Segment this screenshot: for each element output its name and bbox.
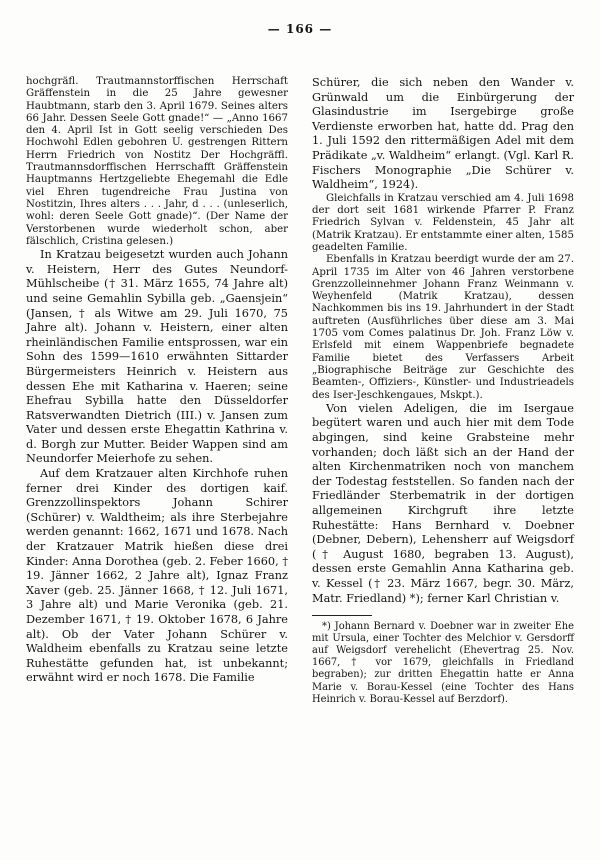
heistern-paragraph: In Kratzau beigesetzt wurden auch Johann v. Heistern, Herr des Gutes Neundorf-Mühlscheibe († 31. März 1655, 74 Jahre alt) und seine Gemahlin Sybilla geb. „Gaensjein“ (Jansen, † als Witwe am 29. Juli 1670, 75 Jahre alt). Johann v. Heistern, einer alten rheinländischen Familie entsprossen, war ein Sohn des 1599—1610 erwähnten Sittarder Bürgermeisters Heinrich v. Heistern aus dessen Ehe mit Katharina v. Haeren; seine Ehefrau Sybilla hatte den Düsseldorfer Ratsverwandten Dietrich (III.) v. Jansen zum Vater und dessen erste Ehegattin Kathrina v. d. Borgh zur Mutter. Beider Wappen sind am Neundorfer Meierhofe zu sehen. bbox=[26, 248, 288, 466]
tombstone-inscription-quote: hochgräfl. Trautmannstorffischen Herrschaft Gräffenstein in die 25 Jahre gewesner Haubtmann, starb den 3. April 1679. Seines alters 66 Jahr. Dessen Seele Gott gnade!“ — „Anno 1667 den 4. April Ist in Gott seelig verschieden Des Hochwohl Edlen gebohren U. gestrengen Rittern Herrn Friedrich von Nostitz Der Hochgräffl. Trautmannsdorffischen Herrschafft Gräffenstein Hauptmanns Hertzgeliebte Ehegemahl die Edle viel Ehren tugendreiche Frau Justina von Nostitzin, Ihres alters . . . Jahr, d . . . (unleserlich, wohl: deren Seele Gott gnade)“. (Der Name der Verstorbenen wurde wiederholt schon, aber fälschlich, Cristina gelesen.) bbox=[26, 76, 288, 247]
schuerer-family-paragraph: Schürer, die sich neben den Wander v. Grünwald um die Einbürgerung der Glasindustrie im Isergebirge große Verdienste erworben hat, hatte dd. Prag den 1. Juli 1592 den rittermäßigen Adel mit dem Prädikate „v. Waldheim“ erlangt. (Vgl. Karl R. Fischers Monographie „Die Schürer v. Waldheim“, 1924). bbox=[312, 76, 574, 192]
sylvan-paragraph: Gleichfalls in Kratzau verschied am 4. Juli 1698 der dort seit 1681 wirkende Pfarrer P. Franz Friedrich Sylvan v. Feldenstein, 45 Jahr alt (Matrik Kratzau). Er entstammte einer alten, 1585 geadelten Familie. bbox=[312, 192, 574, 253]
text-columns bbox=[26, 76, 574, 706]
schuerer-children-paragraph: Auf dem Kratzauer alten Kirchhofe ruhen ferner drei Kinder des dortigen kaif. Grenzzollinspektors Johann Schirer (Schürer) v. Waldtheim; als ihre Sterbejahre werden genannt: 1662, 1671 und 1678. Nach der Kratzauer Matrik hießen diese drei Kinder: Anna Dorothea (geb. 2. Feber 1660, † 19. Jänner 1662, 2 Jahre alt), Ignaz Franz Xaver (geb. 25. Jänner 1668, † 12. Juli 1671, 3 Jahre alt) und Marie Veronika (geb. 21. Dezember 1671, † 19. Oktober 1678, 6 Jahre alt). Ob der Vater Johann Schürer v. Waldheim ebenfalls zu Kratzau seine letzte Ruhestätte gefunden hat, ist unbekannt; erwähnt wird er noch 1678. Die Familie bbox=[26, 467, 288, 685]
right-column bbox=[312, 76, 574, 706]
page-number: — 166 — bbox=[267, 22, 333, 36]
footnote-divider bbox=[312, 615, 372, 616]
weinmann-paragraph: Ebenfalls in Kratzau beerdigt wurde der am 27. April 1735 im Alter von 46 Jahren verstorbene Grenzzolleinnehmer Johann Franz Weinmann v. Weyhenfeld (Matrik Kratzau), dessen Nachkommen bis ins 19. Jahrhundert in der Stadt auftreten (Ausführliches über diese am 3. Mai 1705 vom Comes palatinus Dr. Joh. Franz Löw v. Erlsfeld mit einem Wappenbriefe begnadete Familie bietet des Verfassers Arbeit „Biographische Beiträge zur Geschichte des Beamten-, Offiziers-, Künstler- und Industrieadels des Iser-Jeschkengaues, Mskpt.). bbox=[312, 254, 574, 401]
footnote: *) Johann Bernard v. Doebner war in zweiter Ehe mit Ursula, einer Tochter des Melchior v. Gersdorff auf Weigsdorf verehelicht (Ehevertrag 25. Nov. 1667, † vor 1679, gleichfalls in Friedland begraben); zur dritten Ehegattin hatte er Anna Marie v. Borau-Kessel (eine Tochter des Hans Heinrich v. Borau-Kessel auf Berzdorf). bbox=[312, 621, 574, 705]
left-column bbox=[26, 76, 288, 706]
friedland-nobility-paragraph: Von vielen Adeligen, die im Isergaue begütert waren und auch hier mit dem Tode abgingen, sind keine Grabsteine mehr vorhanden; doch läßt sich an der Hand der alten Kirchenmatriken noch von manchem der Todestag feststellen. So fanden nach der Friedländer Sterbematrik in der dortigen allgemeinen Kirchgruft ihre letzte Ruhestätte: Hans Bernhard v. Doebner (Debner, Debern), Lehensherr auf Weigsdorf († August 1680, begraben 13. August), dessen erste Gemahlin Anna Katharina geb. v. Kessel († 23. März 1667, begr. 30. März, Matr. Friedland) *); ferner Karl Christian v. bbox=[312, 401, 574, 605]
